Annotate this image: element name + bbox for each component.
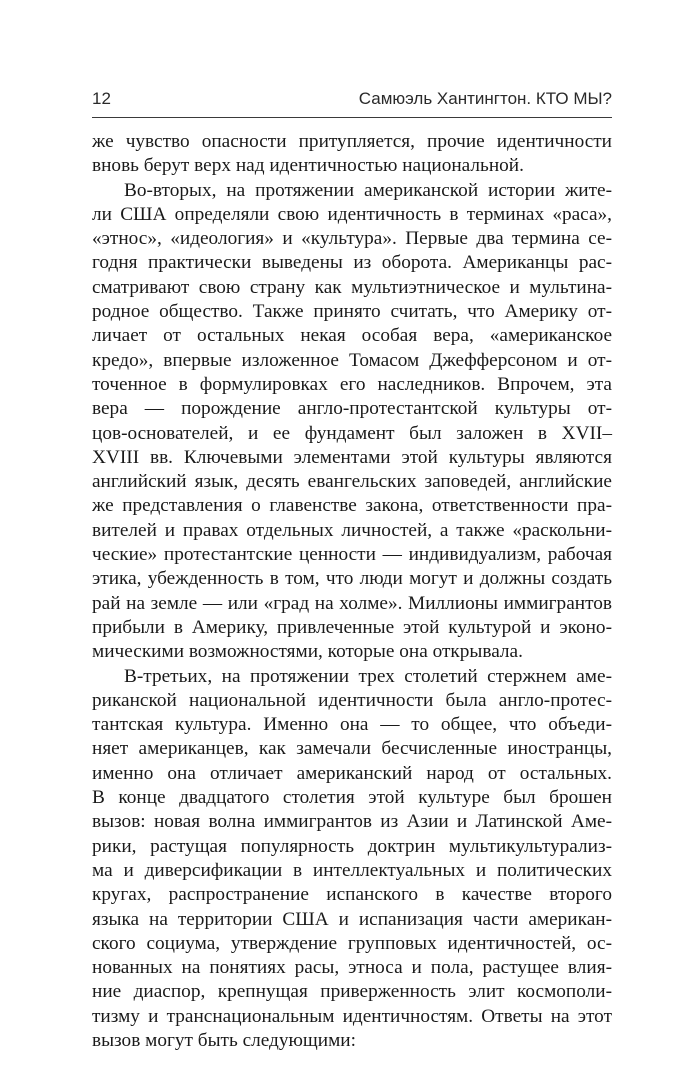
paragraph	[92, 179, 612, 665]
running-head	[92, 86, 612, 116]
text-line: цов-основателей, и ее фундамент был заложен в XVII–	[92, 422, 612, 444]
text-line: В-третьих, на протяжении трех столетий стержнем аме-	[124, 665, 612, 687]
text-line: ского социума, утверждение групповых идентичностей, ос-	[92, 932, 612, 954]
text-line: тизму и транснациональным идентичностям. Ответы на этот	[92, 1005, 612, 1027]
text-line: же чувство опасности притупляется, прочие идентичности	[92, 131, 612, 152]
page-number: 12	[92, 89, 111, 108]
text-line: «этнос», «идеология» и «культура». Первые два термина се-	[92, 228, 612, 250]
text-line: английский язык, десять евангельских заповедей, английские	[92, 471, 612, 493]
text-line: годня практически выведены из оборота. Американцы рас-	[92, 252, 612, 274]
text-line: кредо», впервые изложенное Томасом Джефферсоном и от-	[92, 349, 612, 371]
text-line: вителей и правах отдельных личностей, а также «раскольни-	[92, 519, 612, 541]
text-line: тантская культура. Именно она — то общее, что объеди-	[92, 714, 612, 736]
text-line: нованных на понятиях расы, этноса и пола, растущее влия-	[92, 957, 612, 979]
paragraph	[92, 665, 612, 1054]
text-line: именно она отличает американский народ от остальных.	[92, 762, 612, 784]
text-line: кругах, распространение испанского в качестве второго	[92, 884, 612, 906]
text-line: няет американцев, как замечали бесчисленные иностранцы,	[92, 738, 612, 760]
text-line: родное общество. Также принято считать, что Америку от-	[92, 301, 612, 323]
text-line: вера — порождение англо-протестантской культуры от-	[92, 398, 612, 420]
text-line: рай на земле — или «град на холме». Миллионы иммигрантов	[92, 592, 612, 614]
text-line: этика, убежденность в том, что люди могут и должны создать	[92, 568, 612, 590]
text-line: сматривают свою страну как мультиэтническое и мультина-	[92, 276, 612, 298]
text-line: вызов могут быть следующими:	[92, 1029, 356, 1051]
text-line: прибыли в Америку, привлеченные этой культурой и эконо-	[92, 616, 612, 638]
text-line: же представления о главенстве закона, ответственности пра-	[92, 495, 612, 517]
text-line: В конце двадцатого столетия этой культуре был брошен	[92, 787, 612, 809]
text-line: вызов: новая волна иммигрантов из Азии и Латинской Аме-	[92, 811, 612, 833]
text-line: ние диаспор, крепнущая приверженность элит космополи-	[92, 981, 612, 1003]
text-line: рики, растущая популярность доктрин мультикультурализ-	[92, 835, 612, 857]
text-line: личает от остальных некая особая вера, «американское	[92, 325, 612, 347]
text-line: Во-вторых, на протяжении американской истории жите-	[124, 179, 612, 201]
header-rule	[92, 117, 612, 118]
text-line: ли США определяли свою идентичность в терминах «раса»,	[92, 203, 612, 225]
text-line: языка на территории США и испанизация части американ-	[92, 908, 612, 930]
text-line: точенное в формулировках его наследников. Впрочем, эта	[92, 373, 612, 395]
text-line: риканской национальной идентичности была англо-протес-	[92, 689, 612, 711]
body-text	[92, 130, 612, 1053]
text-line: ческие» протестантские ценности — индивидуализм, рабочая	[92, 544, 612, 566]
text-line: XVIII вв. Ключевыми элементами этой культуры являются	[92, 446, 612, 468]
running-head-title: Самюэль Хантингтон. КТО МЫ?	[358, 89, 612, 108]
text-line: мическими возможностями, которые она открывала.	[92, 641, 523, 663]
paragraph	[92, 130, 612, 179]
text-line: вновь берут верх над идентичностью национальной.	[92, 155, 524, 177]
text-line: ма и диверсификации в интеллектуальных и политических	[92, 859, 612, 881]
